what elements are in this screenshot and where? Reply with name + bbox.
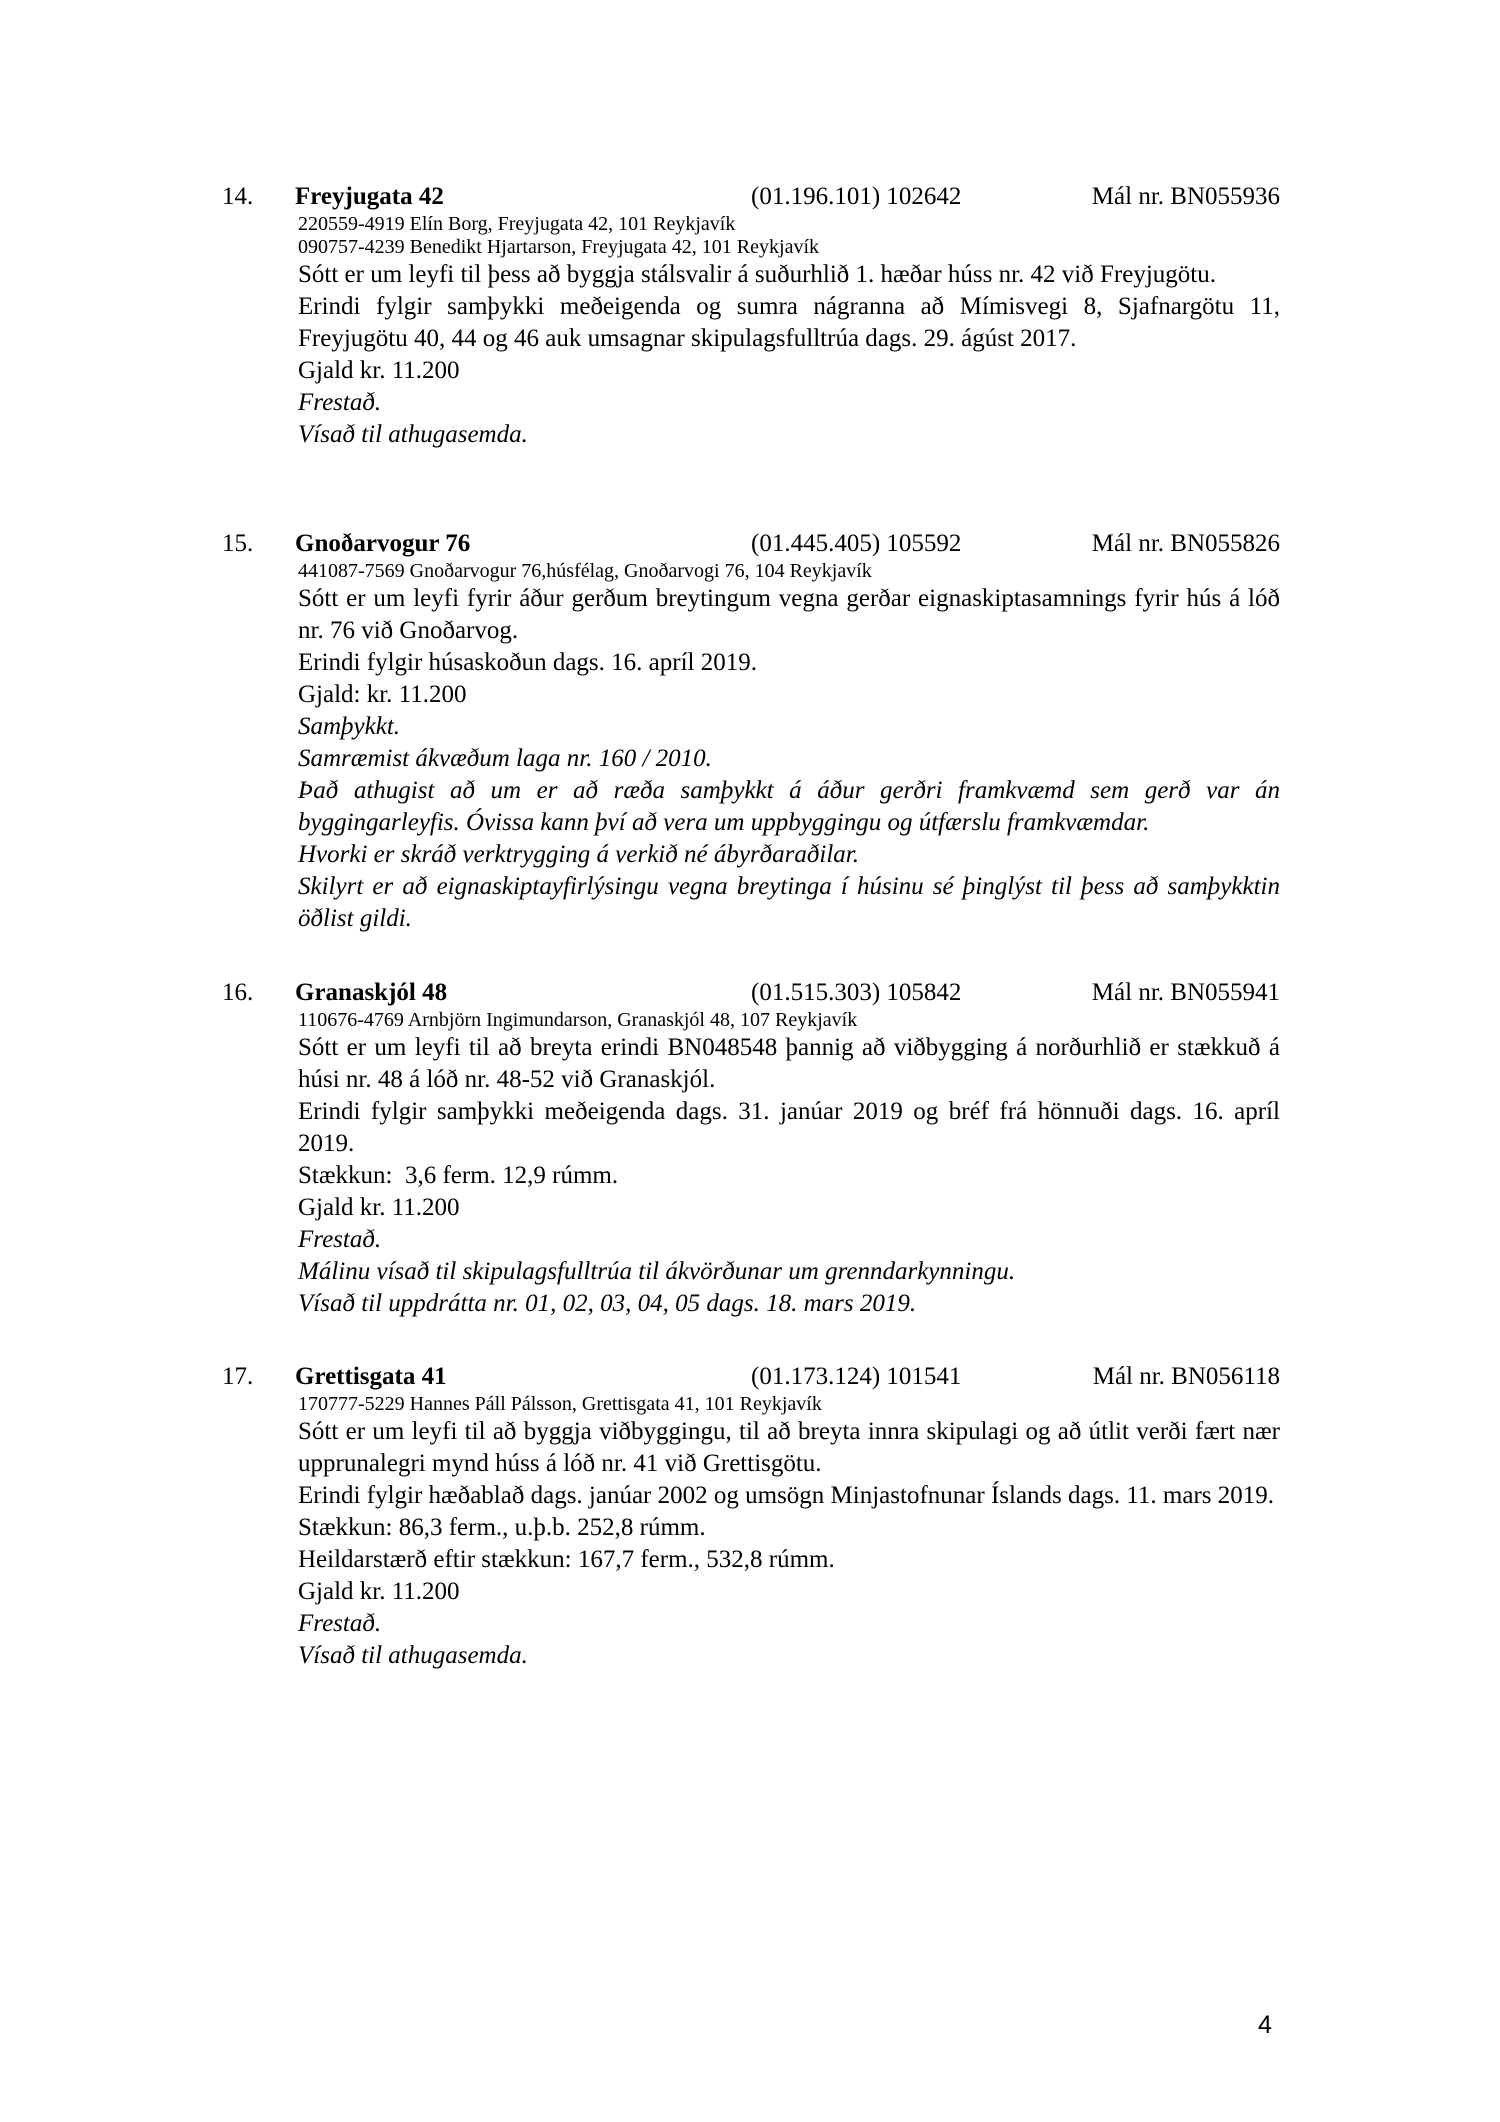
decision-line: Hvorki er skráð verktrygging á verkið né ábyrðaraðilar. xyxy=(298,841,859,868)
attachments-paragraph: Erindi fylgir samþykki meðeigenda og sumra nágranna að Mímisvegi 8, Sjafnargötu 11, Freyjugötu 40, 44 og 46 auk umsagnar skipulagsfulltrúa dags. 29. ágúst 2017. xyxy=(298,293,1280,352)
land-id: (01.515.303) 105842 xyxy=(751,979,962,1006)
land-id: (01.196.101) 102642 xyxy=(751,183,962,210)
decision-line: Vísað til uppdrátta nr. 01, 02, 03, 04, 05 dags. 18. mars 2019. xyxy=(298,1290,917,1317)
item-header xyxy=(295,977,1280,1009)
description-paragraph: Sótt er um leyfi til þess að byggja stálsvalir á suðurhlið 1. hæðar húss nr. 42 við Freyjugötu. xyxy=(298,261,1216,288)
case-number: Mál nr. BN055936 xyxy=(1091,183,1280,210)
item-number: 14. xyxy=(222,183,254,210)
size-line: Stækkun: 86,3 ferm., u.þ.b. 252,8 rúmm. xyxy=(298,1514,706,1541)
item-body xyxy=(298,1393,1280,1672)
decision-line: Frestað. xyxy=(298,1226,382,1253)
size-line: Stækkun: 3,6 ferm. 12,9 rúmm. xyxy=(298,1162,619,1189)
description-paragraph: Sótt er um leyfi til að byggja viðbyggingu, til að breyta innra skipulagi og að útlit verði fært nær upprunalegri mynd húss á lóð nr. 41 við Grettisgötu. xyxy=(298,1418,1280,1477)
decision-line: Frestað. xyxy=(298,389,382,416)
item-address: Freyjugata 42 xyxy=(295,183,444,210)
fee-line: Gjald: kr. 11.200 xyxy=(298,681,467,708)
decision-line: Vísað til athugasemda. xyxy=(298,421,528,448)
case-number: Mál nr. BN056118 xyxy=(1092,1363,1280,1390)
attachments-paragraph: Erindi fylgir húsaskoðun dags. 16. apríl 2019. xyxy=(298,649,757,676)
description-paragraph: Sótt er um leyfi til að breyta erindi BN048548 þannig að viðbygging á norðurhlið er stækkuð á húsi nr. 48 á lóð nr. 48-52 við Granaskjól. xyxy=(298,1034,1280,1093)
page-number: 4 xyxy=(1258,2011,1272,2039)
applicant: 110676-4769 Arnbjörn Ingimundarson, Granaskjól 48, 107 Reykjavík xyxy=(298,1009,858,1031)
item-body xyxy=(298,213,1280,451)
decision-line: Það athugist að um er að ræða samþykkt á áður gerðri framkvæmd sem gerð var án byggingarleyfis. Óvissa kann því að vera um uppbyggingu og útfærslu framkvæmdar. xyxy=(298,777,1280,836)
item-body xyxy=(298,560,1280,935)
item-body xyxy=(298,1009,1280,1320)
applicant: 090757-4239 Benedikt Hjartarson, Freyjugata 42, 101 Reykjavík xyxy=(298,236,820,258)
description-paragraph: Sótt er um leyfi fyrir áður gerðum breytingum vegna gerðar eignaskiptasamnings fyrir hús á lóð nr. 76 við Gnoðarvog. xyxy=(298,585,1280,644)
decision-line: Samþykkt. xyxy=(298,713,401,740)
item-number: 17. xyxy=(222,1363,254,1390)
item-address: Gnoðarvogur 76 xyxy=(295,530,471,557)
decision-line: Samræmist ákvæðum laga nr. 160 / 2010. xyxy=(298,745,712,772)
item-header xyxy=(295,528,1280,560)
item-header xyxy=(295,1361,1280,1393)
total-size-line: Heildarstærð eftir stækkun: 167,7 ferm., 532,8 rúmm. xyxy=(298,1546,835,1573)
attachments-paragraph: Erindi fylgir samþykki meðeigenda dags. 31. janúar 2019 og bréf frá hönnuði dags. 16. apríl 2019. xyxy=(298,1098,1280,1157)
decision-line: Skilyrt er að eignaskiptayfirlýsingu vegna breytinga í húsinu sé þinglýst til þess að samþykktin öðlist gildi. xyxy=(298,873,1280,932)
fee-line: Gjald kr. 11.200 xyxy=(298,1578,460,1605)
decision-line: Vísað til athugasemda. xyxy=(298,1642,528,1669)
case-number: Mál nr. BN055826 xyxy=(1091,530,1280,557)
applicant: 441087-7569 Gnoðarvogur 76,húsfélag, Gnoðarvogi 76, 104 Reykjavík xyxy=(298,560,872,582)
fee-line: Gjald kr. 11.200 xyxy=(298,1194,460,1221)
item-address: Grettisgata 41 xyxy=(295,1363,447,1390)
attachments-paragraph: Erindi fylgir hæðablað dags. janúar 2002 og umsögn Minjastofnunar Íslands dags. 11. mars 2019. xyxy=(298,1482,1275,1509)
decision-line: Frestað. xyxy=(298,1610,382,1637)
applicant: 220559-4919 Elín Borg, Freyjugata 42, 101 Reykjavík xyxy=(298,213,736,235)
land-id: (01.445.405) 105592 xyxy=(751,530,962,557)
item-header xyxy=(295,181,1280,213)
fee-line: Gjald kr. 11.200 xyxy=(298,357,460,384)
land-id: (01.173.124) 101541 xyxy=(751,1363,962,1390)
case-number: Mál nr. BN055941 xyxy=(1091,979,1280,1006)
item-number: 15. xyxy=(222,530,254,557)
applicant: 170777-5229 Hannes Páll Pálsson, Grettisgata 41, 101 Reykjavík xyxy=(298,1393,822,1415)
item-address: Granaskjól 48 xyxy=(295,979,448,1006)
decision-line: Málinu vísað til skipulagsfulltrúa til ákvörðunar um grenndarkynningu. xyxy=(298,1258,1016,1285)
item-number: 16. xyxy=(222,979,254,1006)
